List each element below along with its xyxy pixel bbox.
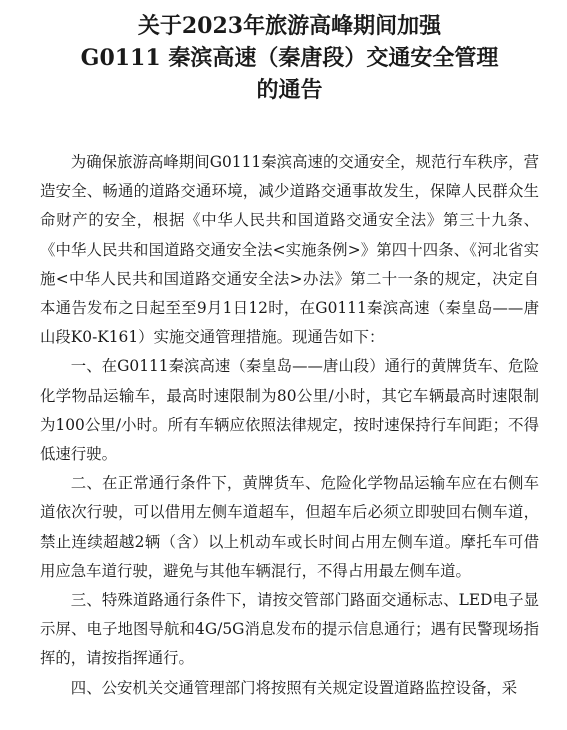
paragraph-item-3: 三、特殊道路通行条件下，请按交管部门路面交通标志、LED电子显示屏、电子地图导航和4G/5G消息发布的提示信息通行；遇有民警现场指挥的，请按指挥通行。 bbox=[40, 591, 539, 668]
title-line-2: G0111 秦滨高速（秦唐段）交通安全管理 bbox=[80, 45, 499, 71]
title-line-1: 关于2023年旅游高峰期间加强 bbox=[137, 13, 442, 39]
paragraph-item-2: 二、在正常通行条件下，黄牌货车、危险化学物品运输车应在右侧车道依次行驶，可以借用左侧车道超车，但超车后必须立即驶回右侧车道，禁止连续超越2辆（含）以上机动车或长时间占用左侧车道。摩托车可借用应急车道行驶，避免与其他车辆混行，不得占用最左侧车道。 bbox=[40, 474, 539, 580]
title-line-3: 的通告 bbox=[256, 77, 323, 103]
notice-body bbox=[40, 148, 539, 703]
notice-title bbox=[40, 8, 539, 106]
paragraph-item-4: 四、公安机关交通管理部门将按照有关规定设置道路监控设备，采 bbox=[70, 678, 518, 697]
paragraph-item-1: 一、在G0111秦滨高速（秦皇岛——唐山段）通行的黄牌货车、危险化学物品运输车，最高时速限制为80公里/小时，其它车辆最高时速限制为100公里/小时。所有车辆应依照法律规定，按时速保持行车间距；不得低速行驶。 bbox=[40, 357, 539, 464]
paragraph-intro: 为确保旅游高峰期间G0111秦滨高速的交通安全，规范行车秩序，营造安全、畅通的道路交通环境，减少道路交通事故发生，保障人民群众生命财产的安全，根据《中华人民共和国道路交通安全法》第三十九条、《中华人民共和国道路交通安全法<实施条例>》第四十四条、《河北省实施<中华人民共和国道路交通安全法>办法》第二十一条的规定，决定自本通告发布之日起至至9月1日12时，在G0111秦滨高速（秦皇岛——唐山段K0-K161）实施交通管理措施。现通告如下： bbox=[40, 153, 539, 347]
